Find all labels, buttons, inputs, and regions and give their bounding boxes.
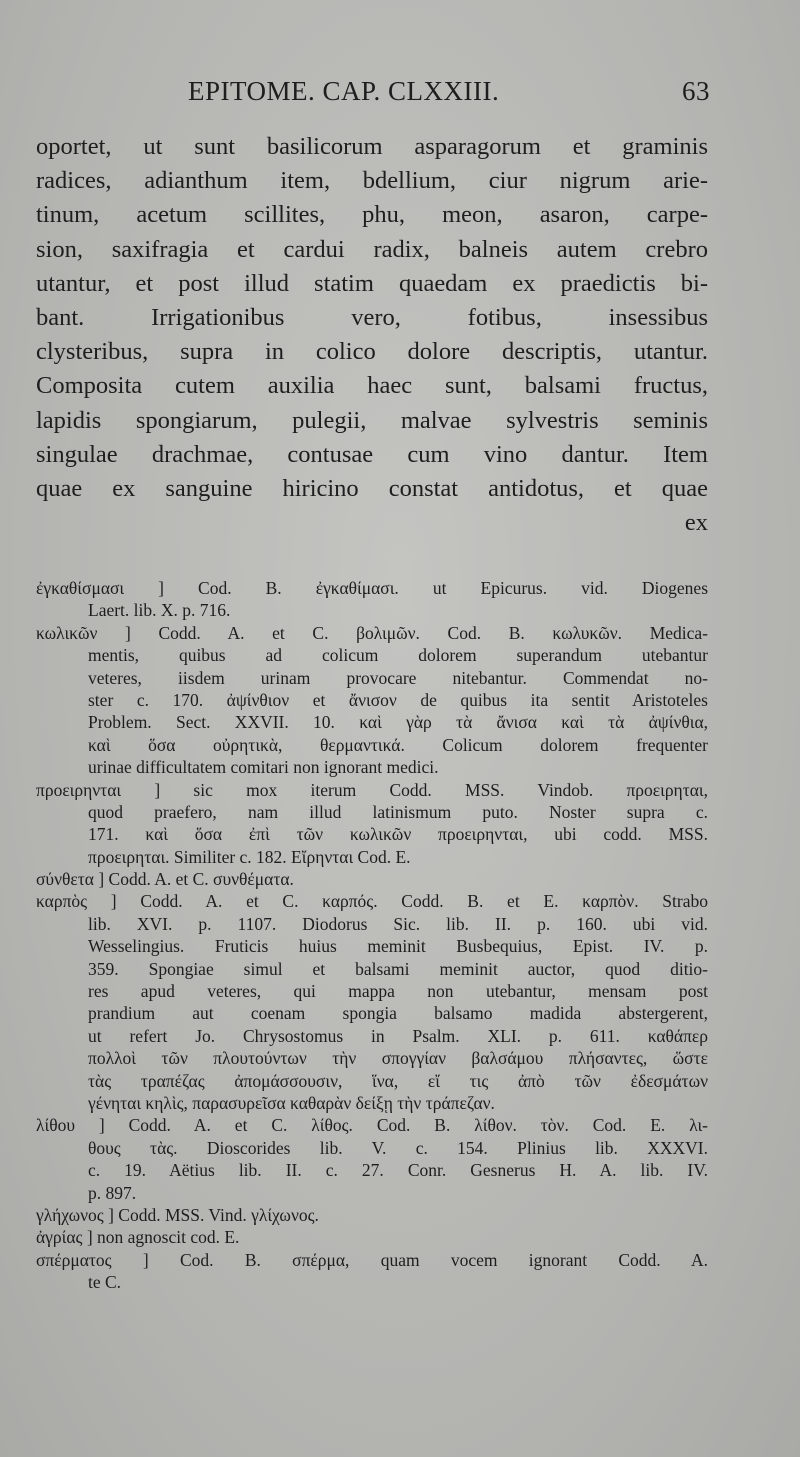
text-line: singulae drachmae, contusae cum vino dantur. Item [36, 440, 708, 468]
footnote [36, 779, 708, 869]
running-header [40, 76, 710, 110]
footnote-line: c. 19. Aëtius lib. II. c. 27. Conr. Gesnerus H. A. lib. IV. [88, 1160, 708, 1181]
page-number: 63 [682, 76, 710, 106]
footnote [36, 1226, 708, 1248]
footnote-line: res apud veteres, qui mappa non utebantur, mensam post [88, 981, 708, 1002]
text-line: sion, saxifragia et cardui radix, balneis autem crebro [36, 235, 708, 263]
text-line: ex [684, 509, 708, 537]
footnote-line: ster c. 170. ἀψίνθιον et ἄνισον de quibus ita sentit Aristoteles [88, 689, 708, 710]
footnote [36, 622, 708, 779]
footnote-line: veteres, iisdem urinam provocare nitebantur. Commendat no- [88, 667, 708, 688]
footnote-line: λίθου ] Codd. A. et C. λίθος. Cod. B. λίθον. τὸν. Cod. E. λι- [36, 1115, 708, 1136]
footnote [36, 1249, 708, 1294]
text-line: tinum, acetum scillites, phu, meon, asaron, carpe- [36, 201, 708, 229]
text-line: lapidis spongiarum, pulegii, malvae sylvestris seminis [36, 406, 708, 434]
footnote-line: quod praefero, nam illud latinismum puto. Noster supra c. [88, 801, 708, 822]
footnote-line: lib. XVI. p. 1107. Diodorus Sic. lib. II. p. 160. ubi vid. [88, 913, 708, 934]
footnote-line: p. 897. [88, 1182, 137, 1203]
footnote-line: τὰς τραπέζας ἀπομάσσουσιν, ἵνα, εἴ τις ἀπὸ τῶν ἐδεσμάτων [88, 1070, 708, 1091]
footnote-line: σύνθετα ] Codd. A. et C. συνθέματα. [36, 869, 294, 890]
footnote-line: ἀγρίας ] non agnoscit cod. E. [36, 1227, 240, 1248]
running-title: EPITOME. CAP. CLXXIII. [188, 76, 500, 106]
footnote-line: Wesselingius. Fruticis huius meminit Busbequius, Epist. IV. p. [88, 936, 708, 957]
footnote-line: te C. [88, 1272, 122, 1293]
footnote-line: Laert. lib. X. p. 716. [88, 600, 231, 621]
main-text-block [36, 130, 708, 540]
text-line: radices, adianthum item, bdellium, ciur nigrum arie- [36, 167, 708, 195]
footnote-line: ut refert Jo. Chrysostomus in Psalm. XLI. p. 611. καθάπερ [88, 1025, 708, 1046]
footnote-line: ἐγκαθίσμασι ] Cod. B. ἐγκαθίμασι. ut Epicurus. vid. Diogenes [36, 578, 708, 598]
footnote-line: 359. Spongiae simul et balsami meminit auctor, quod ditio- [88, 958, 708, 979]
footnote-line: πολλοὶ τῶν πλουτούντων τὴν σπογγίαν βαλσάμου πλήσαντες, ὥστε [88, 1048, 708, 1069]
text-line: quae ex sanguine hiricino constat antidotus, et quae [36, 474, 708, 502]
footnote-line: κωλικῶν ] Codd. A. et C. βολιμῶν. Cod. B. κωλυκῶν. Medica- [36, 622, 708, 643]
text-line: Composita cutem auxilia haec sunt, balsami fructus, [36, 372, 708, 400]
footnote-line: prandium aut coenam spongia balsamo madida abstergerent, [88, 1003, 708, 1024]
footnote [36, 1204, 708, 1226]
footnote-line: mentis, quibus ad colicum dolorem superandum utebantur [88, 645, 708, 666]
footnote-line: 171. καὶ ὅσα ἐπὶ τῶν κωλικῶν προειρηνται, ubi codd. MSS. [88, 824, 708, 845]
footnote-line: Problem. Sect. XXVII. 10. καὶ γὰρ τὰ ἄνισα καὶ τὰ ἀψίνθια, [88, 712, 708, 733]
footnote-line: urinae difficultatem comitari non ignorant medici. [88, 757, 439, 778]
footnote-line: προειρηται. Similiter c. 182. Εἴρηνται Cod. E. [88, 846, 411, 867]
footnote-line: προειρηνται ] sic mox iterum Codd. MSS. Vindob. προειρηται, [36, 779, 708, 800]
text-line: bant. Irrigationibus vero, fotibus, insessibus [36, 303, 708, 331]
footnote [36, 890, 708, 1114]
footnote-line: θους τὰς. Dioscorides lib. V. c. 154. Plinius lib. XXXVI. [88, 1137, 708, 1158]
footnote [36, 577, 708, 622]
text-line: utantur, et post illud statim quaedam ex praedictis bi- [36, 269, 708, 297]
footnote [36, 868, 708, 890]
footnote-line: καὶ ὅσα οὐρητικὰ, θερμαντικά. Colicum dolorem frequenter [88, 734, 708, 755]
footnote [36, 1114, 708, 1204]
footnote-line: καρπὸς ] Codd. A. et C. καρπός. Codd. B. et E. καρπὸν. Strabo [36, 891, 708, 912]
text-line: clysteribus, supra in colico dolore descriptis, utantur. [36, 338, 708, 366]
footnote-line: γλήχωνος ] Codd. MSS. Vind. γλίχωνος. [36, 1204, 319, 1225]
footnote-line: σπέρματος ] Cod. B. σπέρμα, quam vocem ignorant Codd. A. [36, 1249, 708, 1270]
footnote-line: γένηται κηλὶς, παρασυρεῖσα καθαρὰν δείξῃ τὴν τράπεζαν. [88, 1092, 495, 1113]
text-line: oportet, ut sunt basilicorum asparagorum et graminis [36, 133, 708, 160]
footnotes-block [36, 577, 708, 1294]
